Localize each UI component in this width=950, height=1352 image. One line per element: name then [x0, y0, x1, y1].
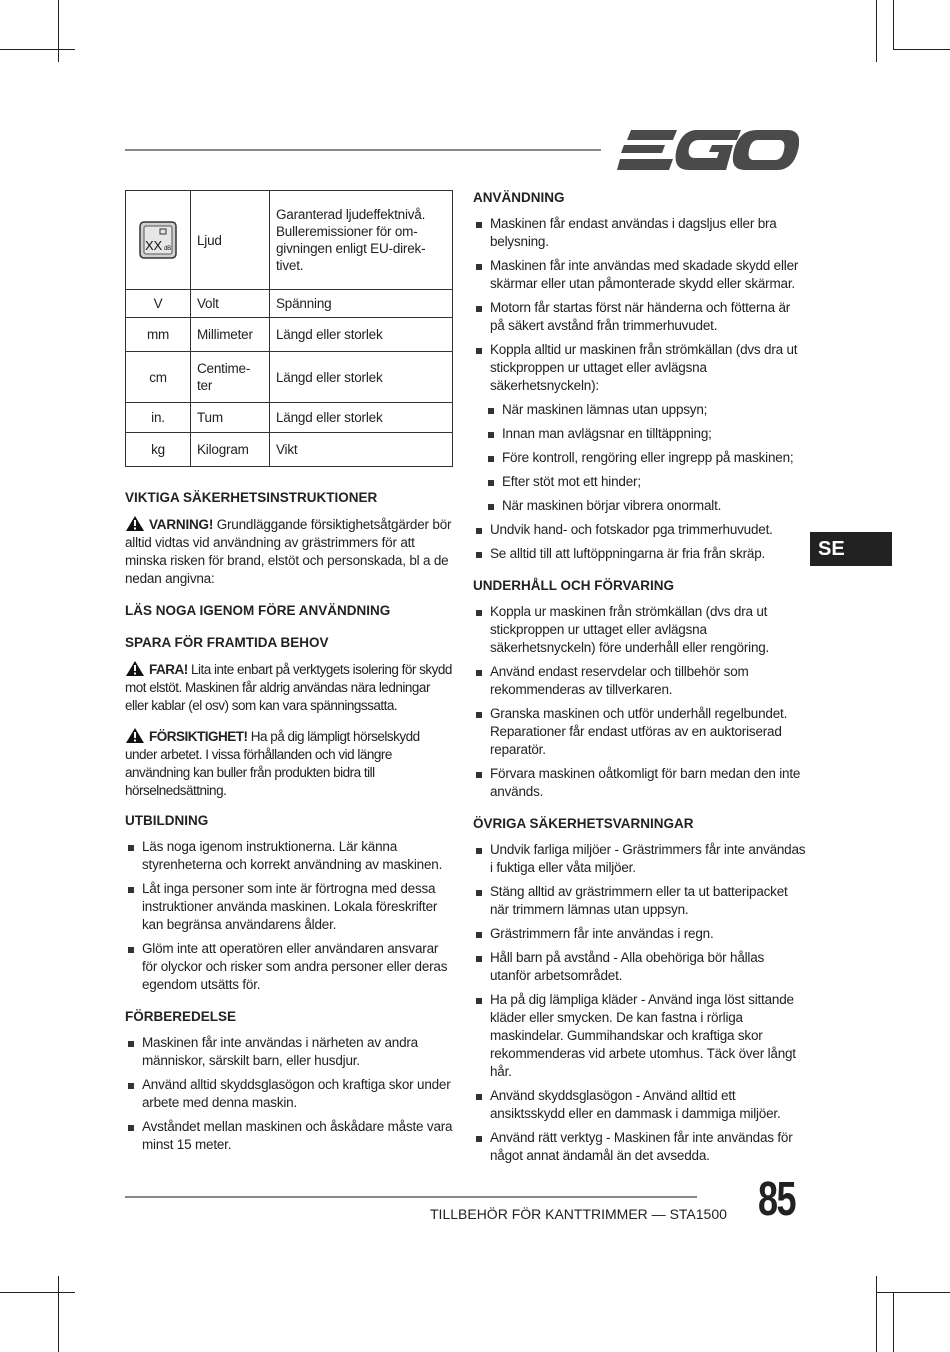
crop-mark [893, 1292, 894, 1352]
page-number: 85 [758, 1173, 796, 1226]
left-column [125, 489, 453, 1164]
list-item: Se alltid till att luftöppningarna är fria från skräp. [473, 545, 808, 563]
warning-paragraph [125, 515, 453, 588]
list-item: Efter stöt mot ett hinder; [473, 473, 808, 491]
section-heading: ÖVRIGA SÄKERHETSVARNINGAR [473, 816, 694, 831]
language-tab: SE [810, 532, 892, 566]
list-item: Undvik farliga miljöer - Grästrimmers får inte användas i fuktiga eller våta miljöer. [473, 841, 808, 877]
other-warnings-list [473, 841, 808, 1165]
list-item: Koppla alltid ur maskinen från strömkällan (dvs dra ut stickproppen ur uttaget eller avlägsna säkerhetsnyckeln): [473, 341, 808, 395]
svg-text:dB: dB [164, 246, 171, 252]
crop-mark [58, 0, 59, 62]
ego-logo [617, 128, 799, 172]
table-row [126, 191, 453, 290]
crop-mark [876, 0, 877, 62]
table-cell: Ljud [191, 191, 270, 290]
sound-power-symbol [126, 191, 191, 290]
symbol-table [125, 190, 453, 467]
preparation-list [125, 1034, 453, 1154]
table-cell: Längd eller storlek [270, 318, 453, 352]
use-list-continued [473, 521, 808, 563]
sound-level-icon [139, 221, 177, 259]
table-cell: Spänning [270, 290, 453, 318]
warning-triangle-icon [125, 515, 145, 532]
table-row [126, 290, 453, 318]
table-row [126, 352, 453, 403]
list-item: Håll barn på avstånd - Alla obehöriga bör hållas utanför arbetsområdet. [473, 949, 808, 985]
crop-mark [876, 1292, 950, 1293]
table-cell: Vikt [270, 433, 453, 467]
list-item: Koppla ur maskinen från strömkällan (dvs dra ut stickproppen ur uttaget eller avlägsna säkerhetsnyckeln) före underhåll eller rengöring. [473, 603, 808, 657]
list-item: När maskinen börjar vibrera onormalt. [473, 497, 808, 515]
danger-text: Lita inte enbart på verktygets isolering för skydd mot elstöt. Maskinen får aldrig användas nära ledningar eller kablar (el osv) som kan vara spänningssatta. [125, 662, 452, 713]
crop-mark [876, 1276, 877, 1352]
footer-rule [125, 1196, 697, 1198]
caution-paragraph [125, 727, 453, 800]
table-cell: Tum [191, 403, 270, 433]
table-row [126, 433, 453, 467]
list-item: Motorn får startas först när händerna och fötterna är på säkert avstånd från trimmerhuvudet. [473, 299, 808, 335]
list-item: Låt inga personer som inte är förtrogna med dessa instruktioner använda maskinen. Lokala föreskrifter kan begränsa användarens ålder. [125, 880, 453, 934]
table-cell: Millimeter [191, 318, 270, 352]
list-item: Använd rätt verktyg - Maskinen får inte användas för något annat ändamål än det avsedda. [473, 1129, 808, 1165]
table-row [126, 403, 453, 433]
maintenance-list [473, 603, 808, 801]
table-cell: Centime-ter [191, 352, 270, 403]
section-heading: ANVÄNDNING [473, 190, 565, 205]
list-item: Läs noga igenom instruktionerna. Lär känna styrenheterna och korrekt användning av maskinen. [125, 838, 453, 874]
list-item: Innan man avlägsnar en tilltäppning; [473, 425, 808, 443]
list-item: Förvara maskinen oåtkomligt för barn medan den inte används. [473, 765, 808, 801]
table-cell: Längd eller storlek [270, 403, 453, 433]
list-item: När maskinen lämnas utan uppsyn; [473, 401, 808, 419]
warning-text: Grundläggande försiktighetsåtgärder bör alltid vidtas vid användning av grästrimmers för att minska risken för brand, elstöt och personskada, bl a de nedan angivna: [125, 517, 452, 586]
caution-text: Ha på dig lämpligt hörselskydd under arbetet. I vissa förhållanden och vid längre användning kan buller från produkten bidra till hörselnedsättning. [125, 729, 420, 798]
use-list [473, 215, 808, 395]
list-item: Glöm inte att operatören eller användaren ansvarar för olyckor och risker som andra personer eller deras egendom utsätts för. [125, 940, 453, 994]
table-cell: Kilogram [191, 433, 270, 467]
table-cell: V [126, 290, 191, 318]
header-rule [125, 149, 601, 151]
footer-text: TILLBEHÖR FÖR KANTTRIMMER — STA1500 [430, 1206, 727, 1222]
danger-label: FARA! [149, 662, 188, 677]
svg-text:XX: XX [145, 238, 162, 253]
list-item: Före kontroll, rengöring eller ingrepp på maskinen; [473, 449, 808, 467]
list-item: Undvik hand- och fotskador pga trimmerhuvudet. [473, 521, 808, 539]
right-column [473, 189, 808, 1175]
section-heading: FÖRBEREDELSE [125, 1009, 237, 1024]
list-item: Ha på dig lämpliga kläder - Använd inga löst sittande kläder eller smycken. De kan fastna i rörliga maskindelar. Gummihandskar och kraftiga skor rekommenderas vid arbete utomhus. Täck över långt hår. [473, 991, 808, 1081]
list-item: Använd skyddsglasögon - Använd alltid ett ansiktsskydd eller en dammask i dammiga miljöer. [473, 1087, 808, 1123]
list-item: Stäng alltid av grästrimmern eller ta ut batteripacket när trimmern lämnas utan uppsyn. [473, 883, 808, 919]
list-item: Använd endast reservdelar och tillbehör som rekommenderas av tillverkaren. [473, 663, 808, 699]
table-cell: kg [126, 433, 191, 467]
training-list [125, 838, 453, 994]
table-cell: mm [126, 318, 191, 352]
caution-label: FÖRSIKTIGHET! [149, 729, 248, 744]
warning-triangle-icon [125, 727, 145, 744]
list-item: Använd alltid skyddsglasögon och kraftiga skor under arbete med denna maskin. [125, 1076, 453, 1112]
table-cell: Volt [191, 290, 270, 318]
table-cell: in. [126, 403, 191, 433]
crop-mark [58, 1276, 59, 1352]
use-sub-list [473, 401, 808, 515]
crop-mark [0, 1292, 75, 1293]
crop-mark [893, 0, 894, 49]
list-item: Avståndet mellan maskinen och åskådare måste vara minst 15 meter. [125, 1118, 453, 1154]
section-heading: VIKTIGA SÄKERHETSINSTRUKTIONER [125, 490, 378, 505]
warning-label: VARNING! [149, 517, 214, 532]
table-row [126, 318, 453, 352]
warning-triangle-icon [125, 660, 145, 677]
list-item: Maskinen får inte användas med skadade skydd eller skärmar eller utan påmonterade skydd eller skärmar. [473, 257, 808, 293]
crop-mark [0, 49, 75, 50]
table-cell: Garanterad ljudeffektnivå. Bulleremissioner för om-givningen enligt EU-direk-tivet. [270, 191, 453, 290]
danger-paragraph [125, 660, 453, 715]
table-cell: Längd eller storlek [270, 352, 453, 403]
section-heading: LÄS NOGA IGENOM FÖRE ANVÄNDNING [125, 603, 391, 618]
list-item: Grästrimmern får inte användas i regn. [473, 925, 808, 943]
list-item: Maskinen får inte användas i närheten av andra människor, särskilt barn, eller husdjur. [125, 1034, 453, 1070]
section-heading: SPARA FÖR FRAMTIDA BEHOV [125, 635, 329, 650]
section-heading: UNDERHÅLL OCH FÖRVARING [473, 578, 675, 593]
table-cell: cm [126, 352, 191, 403]
crop-mark [893, 49, 950, 50]
list-item: Granska maskinen och utför underhåll regelbundet. Reparationer får endast utföras av en auktoriserad reparatör. [473, 705, 808, 759]
list-item: Maskinen får endast användas i dagsljus eller bra belysning. [473, 215, 808, 251]
section-heading: UTBILDNING [125, 813, 209, 828]
